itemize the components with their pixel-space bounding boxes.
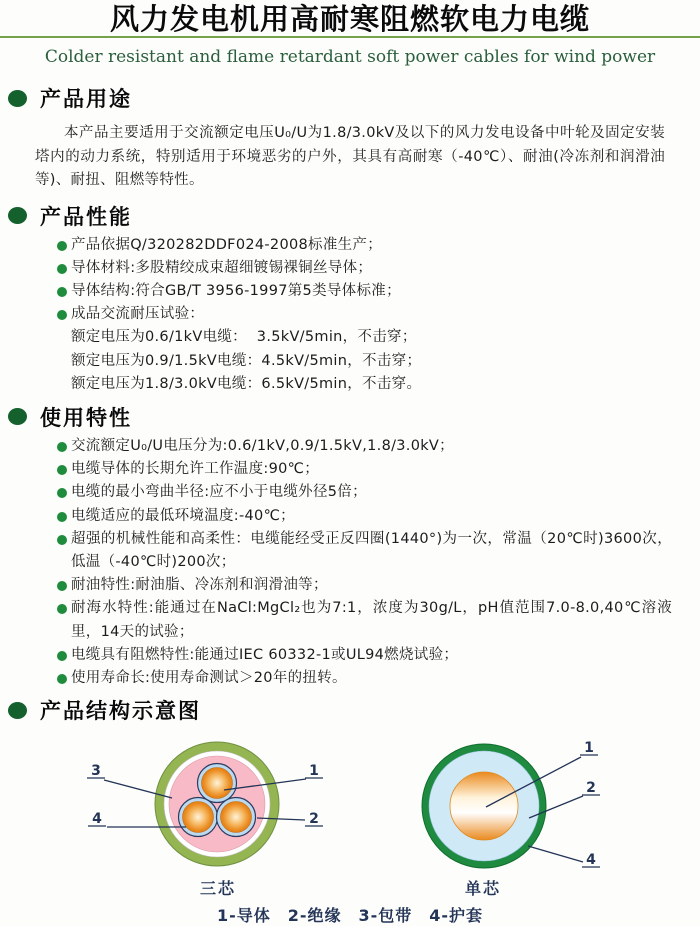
cable-structure-diagram — [0, 736, 700, 876]
list-item — [57, 303, 672, 326]
list-bullet-icon — [57, 287, 67, 297]
characteristics-list — [57, 435, 672, 690]
diagram-legend — [0, 903, 700, 926]
list-item-text: 产品依据Q/320282DDF024-2008标准生产； — [71, 236, 383, 253]
callout-label-3: 3 — [91, 763, 101, 780]
list-item — [57, 234, 672, 257]
list-item-text: 耐海水特性:能通过在NaCl:MgCl₂也为7:1，浓度为30g/L，pH值范围7.0-8.0,40℃溶液里，14天的试验； — [71, 600, 672, 640]
section-title-characteristics: 使用特性 — [40, 405, 132, 430]
list-bullet-icon — [57, 535, 67, 545]
list-bullet-icon — [57, 512, 67, 522]
list-item-text: 导体材料:多股精绞成束超细镀锡裸铜丝导体； — [71, 259, 373, 276]
callout-label-1: 1 — [309, 763, 319, 780]
callout-label-1: 1 — [584, 740, 594, 757]
section-heading-characteristics — [0, 402, 700, 432]
voltage-test-line: 额定电压为0.6/1kV电缆： 3.5kV/5min，不击穿； — [71, 329, 417, 346]
section-heading-performance — [0, 201, 700, 231]
section-title-performance: 产品性能 — [40, 204, 132, 229]
list-item-text: 交流额定U₀/U电压分为:0.6/1kV,0.9/1.5kV,1.8/3.0kV； — [71, 437, 454, 454]
list-item-text: 成品交流耐压试验： — [71, 306, 205, 323]
voltage-test-line: 额定电压为0.9/1.5kV电缆：4.5kV/5min，不击穿； — [71, 352, 422, 369]
callout-label-2: 2 — [309, 811, 319, 828]
list-item — [57, 644, 672, 667]
section-bullet-icon — [8, 207, 27, 224]
list-item-text: 电缆的最小弯曲半径:应不小于电缆外径5倍； — [71, 484, 367, 501]
core-conductor — [202, 768, 233, 799]
callout-label-4: 4 — [586, 852, 596, 869]
list-item — [57, 481, 672, 504]
list-item — [57, 458, 672, 481]
section-bullet-icon — [8, 702, 27, 719]
list-bullet-icon — [57, 488, 67, 498]
list-item — [57, 574, 672, 597]
callout-line — [528, 846, 583, 862]
voltage-test-lines — [71, 326, 672, 396]
list-bullet-icon — [57, 241, 67, 251]
list-item-text: 电缆适应的最低环境温度:-40℃； — [71, 507, 295, 524]
section-heading-structure — [0, 695, 700, 725]
diagram-captions — [0, 876, 700, 899]
list-item-text: 使用寿命长:使用寿命测试＞20年的扭转。 — [71, 669, 347, 686]
list-item — [57, 257, 672, 280]
legend-item-insulation: 2-绝缘 — [287, 906, 342, 926]
list-bullet-icon — [57, 674, 67, 684]
legend-item-conductor: 1-导体 — [216, 906, 271, 926]
list-bullet-icon — [57, 581, 67, 591]
section-title-usage: 产品用途 — [40, 87, 132, 111]
page-title: 风力发电机用高耐寒阻燃软电力电缆 — [109, 2, 590, 36]
legend-item-tape: 3-包带 — [358, 906, 413, 926]
single-core-conductor — [450, 772, 518, 840]
callout-label-2: 2 — [586, 780, 596, 797]
core-conductor — [221, 802, 252, 833]
single-core-diagram — [422, 740, 600, 868]
section-bullet-icon — [8, 408, 27, 425]
list-item — [57, 505, 672, 528]
core-conductor — [183, 802, 214, 833]
three-core-diagram — [87, 742, 323, 866]
list-item-text: 导体结构:符合GB/T 3956-1997第5类导体标准； — [71, 282, 401, 299]
list-item — [57, 435, 672, 458]
section-title-structure: 产品结构示意图 — [40, 699, 201, 724]
section-bullet-icon — [8, 90, 27, 107]
list-bullet-icon — [57, 465, 67, 475]
callout-label-4: 4 — [92, 811, 102, 828]
single-core-caption: 单芯 — [464, 879, 502, 899]
list-bullet-icon — [57, 651, 67, 661]
legend-item-sheath: 4-护套 — [429, 906, 484, 926]
list-item — [57, 280, 672, 303]
page-subtitle-english: Colder resistant and flame retardant soft power cables for wind power — [44, 47, 656, 67]
list-bullet-icon — [57, 604, 67, 614]
list-bullet-icon — [57, 264, 67, 274]
list-item-text: 电缆具有阻燃特性:能通过IEC 60332-1或UL94燃烧试验； — [71, 646, 459, 663]
performance-list — [57, 234, 672, 327]
list-item-text: 耐油特性:耐油脂、冷冻剂和润滑油等； — [71, 577, 328, 594]
list-item-text: 电缆导体的长期允许工作温度:90℃； — [71, 461, 320, 478]
section-heading-usage — [0, 83, 700, 113]
list-item — [57, 528, 672, 574]
title-divider — [0, 36, 700, 38]
list-item — [57, 597, 672, 643]
usage-paragraph: 本产品主要适用于交流额定电压U₀/U为1.8/3.0kV及以下的风力发电设备中叶轮及固定安装塔内的动力系统，特别适用于环境恶劣的户外，其具有高耐寒（-40℃）、耐油(冷冻剂和润滑油等)、耐扭、阻燃等特性。 — [35, 125, 665, 188]
voltage-test-line: 额定电压为1.8/3.0kV电缆：6.5kV/5min，不击穿。 — [71, 375, 422, 392]
list-item — [57, 667, 672, 690]
list-bullet-icon — [57, 310, 67, 320]
list-bullet-icon — [57, 442, 67, 452]
three-core-caption: 三芯 — [199, 879, 237, 899]
list-item-text: 超强的机械性能和高柔性：电缆能经受正反四圈(1440°)为一次，常温（20℃时)3600次，低温（-40℃时)200次； — [71, 530, 672, 570]
